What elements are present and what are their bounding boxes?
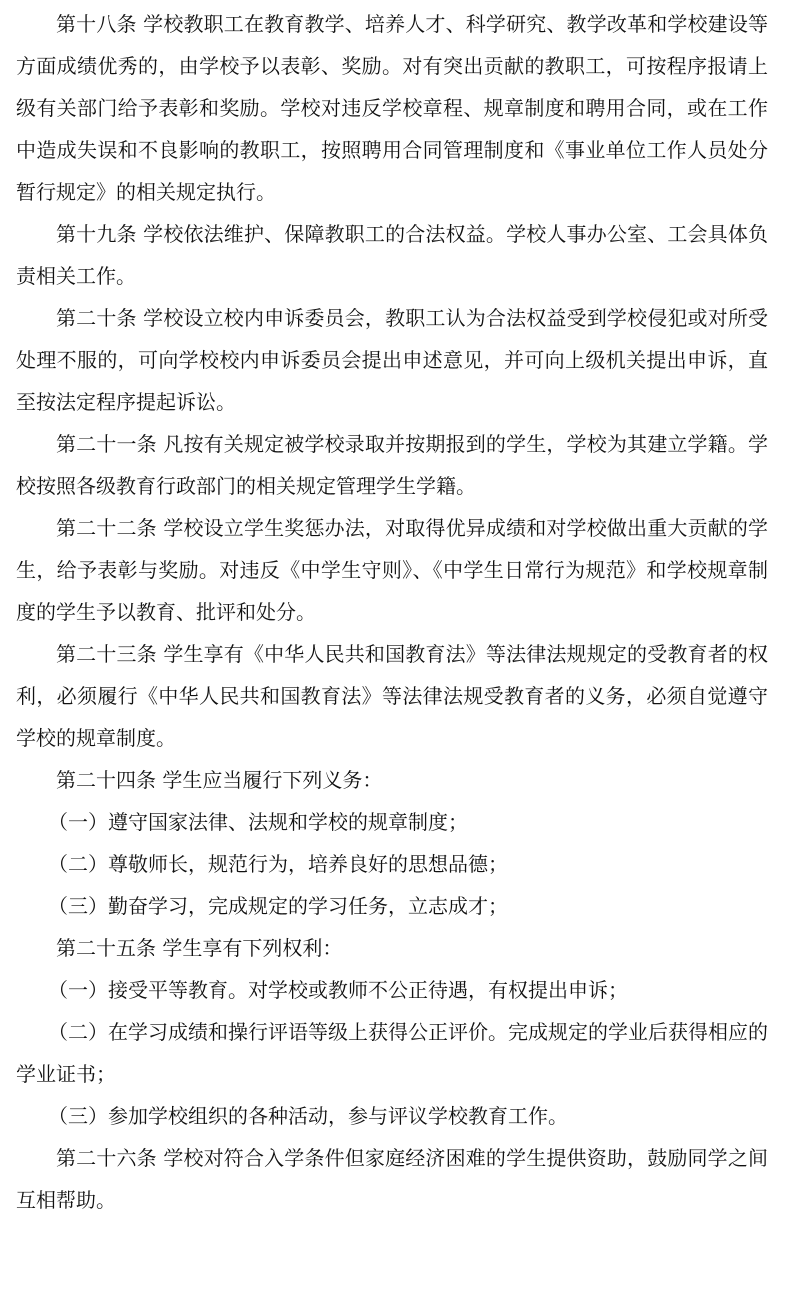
article-26-paragraph: 第二十六条 学校对符合入学条件但家庭经济困难的学生提供资助，鼓励同学之间互相帮助。 (16, 1146, 768, 1212)
article-18-paragraph: 第十八条 学校教职工在教育教学、培养人才、科学研究、教学改革和学校建设等方面成绩优秀的，由学校予以表彰、奖励。对有突出贡献的教职工，可按程序报请上级有关部门给予表彰和奖励。学校对违反学校章程、规章制度和聘用合同，或在工作中造成失误和不良影响的教职工，按照聘用合同管理制度和《事业单位工作人员处分暂行规定》的相关规定执行。 (16, 12, 768, 204)
right-item-1: （一）接受平等教育。对学校或教师不公正待遇，有权提出申诉； (48, 978, 628, 1002)
right-item-3: （三）参加学校组织的各种活动，参与评议学校教育工作。 (48, 1104, 568, 1128)
article-20-paragraph: 第二十条 学校设立校内申诉委员会，教职工认为合法权益受到学校侵犯或对所受处理不服的，可向学校校内申诉委员会提出申述意见，并可向上级机关提出申诉，直至按法定程序提起诉讼。 (16, 306, 768, 414)
article-22-paragraph: 第二十二条 学校设立学生奖惩办法，对取得优异成绩和对学校做出重大贡献的学生，给予表彰与奖励。对违反《中学生守则》、《中学生日常行为规范》和学校规章制度的学生予以教育、批评和处分。 (16, 516, 768, 624)
article-23-paragraph: 第二十三条 学生享有《中华人民共和国教育法》等法律法规规定的受教育者的权利，必须履行《中华人民共和国教育法》等法律法规受教育者的义务，必须自觉遵守学校的规章制度。 (16, 642, 768, 750)
document-page (16, 0, 768, 1221)
article-24-paragraph: 第二十四条 学生应当履行下列义务： (56, 768, 383, 792)
article-25-paragraph: 第二十五条 学生享有下列权利： (56, 936, 343, 960)
duty-item-1: （一）遵守国家法律、法规和学校的规章制度； (48, 810, 468, 834)
duty-item-3: （三）勤奋学习，完成规定的学习任务，立志成才； (48, 894, 508, 918)
article-21-paragraph: 第二十一条 凡按有关规定被学校录取并按期报到的学生，学校为其建立学籍。学校按照各级教育行政部门的相关规定管理学生学籍。 (16, 432, 768, 498)
right-item-2: （二）在学习成绩和操行评语等级上获得公正评价。完成规定的学业后获得相应的学业证书； (16, 1020, 768, 1086)
article-19-paragraph: 第十九条 学校依法维护、保障教职工的合法权益。学校人事办公室、工会具体负责相关工作。 (16, 222, 768, 288)
duty-item-2: （二）尊敬师长，规范行为，培养良好的思想品德； (48, 852, 508, 876)
